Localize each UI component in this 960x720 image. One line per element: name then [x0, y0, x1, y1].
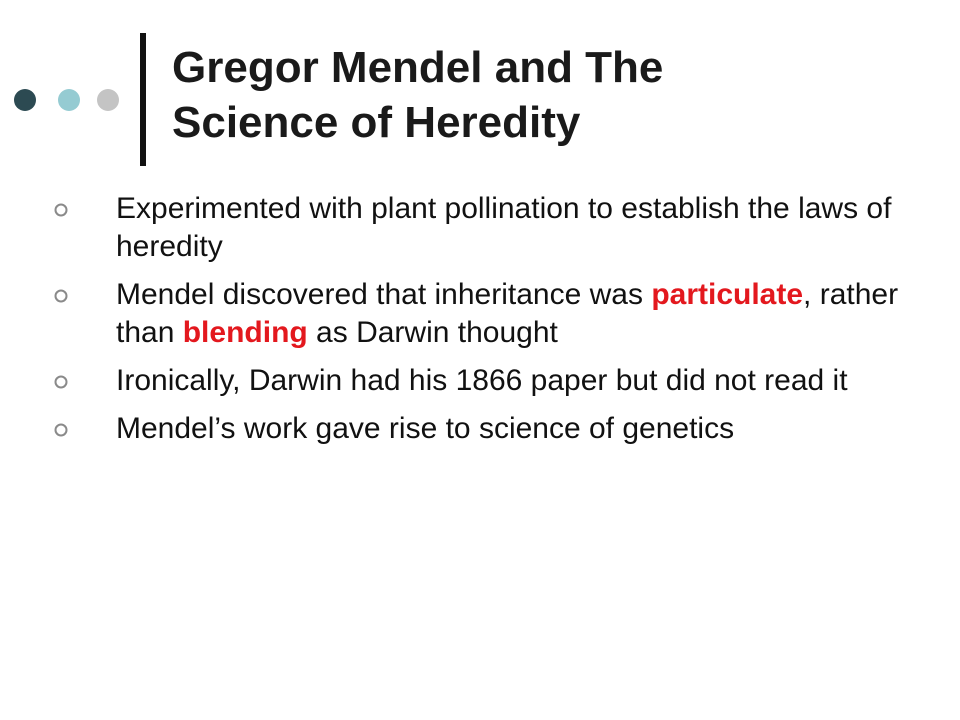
- bullet-text-part-2: , rather than: [116, 278, 899, 349]
- bullet-text: Experimented with plant pollination to establish the laws of heredity: [116, 192, 892, 263]
- slide-title-line-2: Science of Heredity: [172, 98, 581, 147]
- hollow-circle-bullet-icon: [54, 203, 68, 217]
- bullet-text-part-3: as Darwin thought: [307, 316, 558, 349]
- bullet-item-darwin-paper: [48, 362, 928, 400]
- bullet-text: Mendel’s work gave rise to science of genetics: [116, 412, 735, 445]
- dark-teal-dot-decoration: [14, 89, 36, 111]
- hollow-circle-bullet-icon: [54, 423, 68, 437]
- bullet-text: Ironically, Darwin had his 1866 paper but did not read it: [116, 364, 848, 397]
- slide-title: [172, 40, 932, 150]
- title-accent-bar: [140, 33, 146, 166]
- highlight-particulate: particulate: [651, 278, 804, 311]
- light-teal-dot-decoration: [58, 89, 80, 111]
- gray-dot-decoration: [97, 89, 119, 111]
- highlight-blending: blending: [182, 316, 308, 349]
- bullet-item-genetics: [48, 410, 928, 448]
- hollow-circle-bullet-icon: [54, 375, 68, 389]
- bullet-list: [48, 190, 928, 458]
- bullet-text-part-1: Mendel discovered that inheritance was: [116, 278, 652, 311]
- slide-title-line-1: Gregor Mendel and The: [172, 43, 664, 92]
- bullet-item-pollination: [48, 190, 928, 266]
- bullet-item-particulate: [48, 276, 928, 352]
- hollow-circle-bullet-icon: [54, 289, 68, 303]
